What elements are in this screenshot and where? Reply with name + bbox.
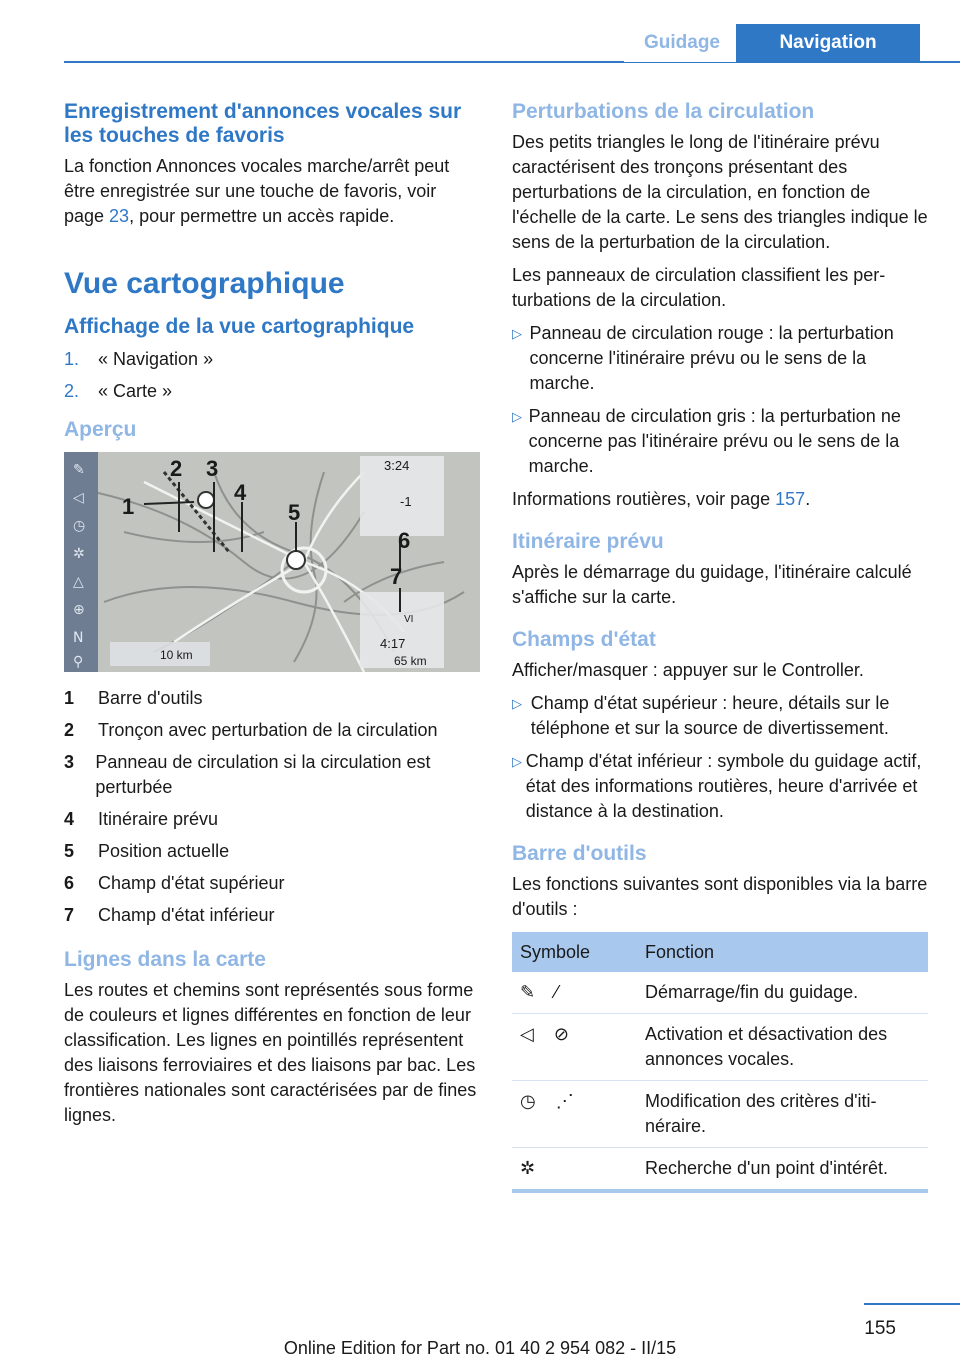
legend-item: 6 Champ d'état supérieur <box>64 873 285 893</box>
right-column <box>512 100 928 1193</box>
bullet-item: ▷ Champ d'état inférieur : symbole du guidage actif, état des informations routières, heure d'arrivée et distance à la destination. <box>512 749 928 824</box>
svg-text:⚲: ⚲ <box>73 654 84 670</box>
map-time-bottom: 4:17 <box>380 636 406 651</box>
step-item: 2. « Carte » <box>64 381 173 401</box>
svg-text:N: N <box>73 630 84 646</box>
callout-7: 7 <box>390 564 403 589</box>
table-cell: Activation et désactivation des annonces vocales. <box>637 1014 928 1081</box>
status-bullets <box>512 691 928 824</box>
footer-rule <box>864 1303 960 1305</box>
map-screenshot <box>64 452 480 672</box>
table-row <box>512 1014 928 1081</box>
heading-map-lines: Lignes dans la carte <box>64 948 266 971</box>
poi-search-icon: ✲ <box>520 1158 536 1178</box>
map-time-top: 3:24 <box>384 458 410 473</box>
tab-navigation[interactable]: Navigation <box>736 24 920 62</box>
table-cell: Recherche d'un point d'intérêt. <box>637 1148 928 1192</box>
map-legend <box>64 686 480 928</box>
heading-planned-route: Itinéraire prévu <box>512 530 664 553</box>
table-row <box>512 1148 928 1192</box>
left-column <box>64 100 480 1136</box>
table-cell: Démarrage/fin du guidage. <box>637 972 928 1014</box>
section-title-map-view: Vue cartographique <box>64 267 345 300</box>
callout-6: 6 <box>398 528 411 553</box>
paragraph-map-lines: Les routes et chemins sont représentés sous forme de couleurs et lignes différentes en fonction de leur classification. Les lignes en pointillés représentent des liaisons ferroviaires et des liaisons par bac. Les frontières nationales sont caractérisées par de fines lignes. <box>64 980 477 1125</box>
column-header-function: Fonction <box>637 932 928 972</box>
edition-footer: Online Edition for Part no. 01 40 2 954 082 - II/15 <box>283 1338 677 1358</box>
voice-on-icon: ◁ <box>520 1024 534 1044</box>
bullet-triangle-icon: ▷ <box>512 409 522 424</box>
table-row <box>512 1081 928 1148</box>
legend-item: 4 Itinéraire prévu <box>64 809 219 829</box>
route-criteria-alt-icon: ⋰ <box>555 1091 574 1111</box>
page-link-23[interactable]: 23 <box>109 206 130 226</box>
heading-traffic: Perturbations de la circulation <box>512 100 815 123</box>
svg-text:✲: ✲ <box>73 546 85 562</box>
paragraph-planned-route: Après le démarrage du guidage, l'itinéraire calculé s'affiche sur la carte. <box>512 562 912 607</box>
step-item: 1. « Navigation » <box>64 349 214 369</box>
map-traffic-count: -1 <box>400 494 412 509</box>
paragraph-traffic-2: Les panneaux de circulation classifient les perturbations de la circulation. <box>512 265 886 310</box>
legend-item: 3 Panneau de circulation si la circulation est perturbée <box>64 752 431 797</box>
paragraph-status-fields: Afficher/masquer : appuyer sur le Controller. <box>512 660 864 680</box>
page-link-157[interactable]: 157 <box>775 489 806 509</box>
guidance-off-icon: ⁄ <box>555 982 559 1002</box>
table-cell: Modification des critères d'itinéraire. <box>637 1081 928 1148</box>
svg-text:⊕: ⊕ <box>73 602 85 618</box>
legend-item: 2 Tronçon avec perturbation de la circulation <box>64 720 438 740</box>
page-number: 155 <box>864 1318 896 1339</box>
paragraph-traffic-1: Des petits triangles le long de l'itinéraire prévu caractérisent des tronçons présentant des perturbations de la circulation, en fonction de l'échelle de la carte. Le sens des triangles indique le sens de la perturbation de la circulation. <box>512 132 928 252</box>
legend-item: 5 Position actuelle <box>64 841 230 861</box>
paragraph-traffic-info: Informations routières, voir page 157. <box>512 489 811 509</box>
bullet-item: ▷ Panneau de circulation gris : la perturbation ne concerne pas l'itinéraire prévu ou le sens de la marche. <box>512 404 928 479</box>
callout-5: 5 <box>288 500 301 525</box>
tab-guidage[interactable]: Guidage <box>624 24 738 62</box>
svg-text:◷: ◷ <box>73 518 86 534</box>
heading-toolbar: Barre d'outils <box>512 842 647 865</box>
bullet-item: ▷ Panneau de circulation rouge : la perturbation concerne l'itinéraire prévu ou le sens de la marche. <box>512 321 928 396</box>
callout-1: 1 <box>122 494 135 519</box>
svg-text:△: △ <box>73 574 84 590</box>
heading-display-map: Affichage de la vue cartographique <box>64 315 415 338</box>
map-road-label: VI <box>404 614 414 625</box>
bullet-item: ▷ Champ d'état supérieur : heure, détails sur le téléphone et sur la source de divertissement. <box>512 691 928 741</box>
legend-item: 7 Champ d'état inférieur <box>64 905 275 925</box>
table-row <box>512 972 928 1014</box>
heading-overview: Aperçu <box>64 418 137 441</box>
column-header-symbol: Symbole <box>512 932 637 972</box>
legend-item: 1 Barre d'outils <box>64 688 203 708</box>
callout-3: 3 <box>206 456 219 481</box>
traffic-bullets <box>512 321 928 479</box>
map-scale: 10 km <box>160 648 193 662</box>
heading-status-fields: Champs d'état <box>512 628 656 651</box>
route-criteria-icon: ◷ <box>520 1091 536 1111</box>
callout-4: 4 <box>234 480 247 505</box>
paragraph-voice-favorites: La fonction Annonces vocales marche/arrêt peut être enregistrée sur une touche de favoris, voir page 23, pour permettre un accès rapide. <box>64 156 450 226</box>
svg-text:✎: ✎ <box>73 462 85 478</box>
bullet-triangle-icon: ▷ <box>512 754 522 769</box>
callout-2: 2 <box>170 456 183 481</box>
heading-voice-favorites: Enregistrement d'annonces vocales sur les touches de favoris <box>64 100 462 147</box>
svg-text:◁: ◁ <box>73 490 84 506</box>
bullet-triangle-icon: ▷ <box>512 696 522 711</box>
guidance-on-icon: ✎ <box>520 982 536 1002</box>
voice-off-icon: ⊘ <box>553 1024 569 1044</box>
steps-list <box>64 347 480 404</box>
table-header-row <box>512 932 928 972</box>
toolbar-functions-table <box>512 932 928 1193</box>
paragraph-toolbar: Les fonctions suivantes sont disponibles via la barre d'outils : <box>512 874 928 919</box>
map-distance: 65 km <box>394 654 427 668</box>
bullet-triangle-icon: ▷ <box>512 326 522 341</box>
